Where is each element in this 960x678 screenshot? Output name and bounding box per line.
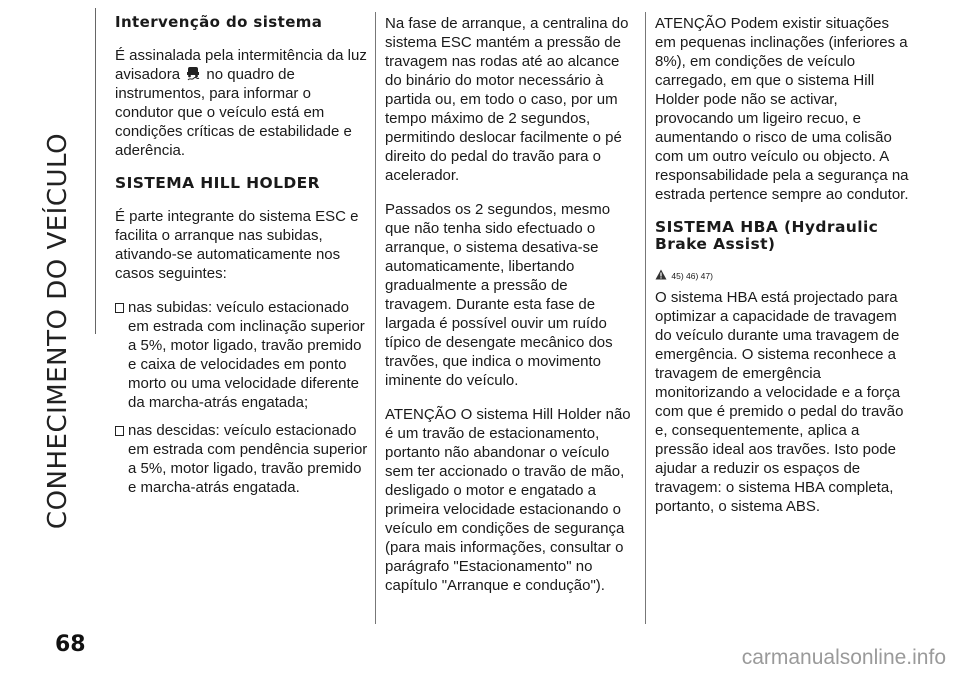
paragraph-hill-holder-intro: É parte integrante do sistema ESC e facilita o arranque nas subidas, ativando-se automaticamente nos casos seguintes:	[115, 208, 359, 282]
paragraph-warning-lamp: É assinalada pela intermitência da luz avisadora no quadro de instrumentos, para informar o condutor que o veículo está em condições críticas de estabilidade e aderência.	[115, 47, 367, 159]
warning-references: 45) 46) 47)	[655, 268, 910, 284]
list-item: nas descidas: veículo estacionado em estrada com pendência superior a 5%, motor ligado, travão premido e marcha-atrás engatada.	[115, 421, 370, 497]
list-item: nas subidas: veículo estacionado em estrada com inclinação superior a 5%, motor ligado, travão premido e caixa de velocidades em ponto morto ou uma velocidade diferente da marcha-atrás engatada;	[115, 298, 370, 412]
bullet-list	[115, 298, 370, 497]
column-divider-2	[645, 12, 646, 624]
paragraph-release: Passados os 2 segundos, mesmo que não tenha sido efectuado o arranque, o sistema desativa-se automaticamente, libertando gradualmente a pressão de travagem. Durante esta fase de largada é possível ouvir um ruído típico de desengate mecânico dos travões, que indica o movimento iminente do veículo.	[385, 201, 613, 389]
warning-triangle-icon	[655, 269, 667, 280]
paragraph-hba-description: O sistema HBA está projectado para optimizar a capacidade de travagem do veículo durante uma travagem de emergência. O sistema reconhece a travagem de emergência monitorizando a velocidade e a força com que é premido o pedal do travão e, consequentemente, aplica a pressão ideal aos travões. Isto pode ajudar a reduzir os espaços de travagem: o sistema HBA completa, portanto, o sistema ABS.	[655, 289, 904, 515]
page-number: 68	[55, 632, 86, 657]
checkbox-bullet-icon	[115, 303, 124, 313]
column-2	[385, 14, 637, 610]
sidebar-divider	[95, 8, 96, 334]
paragraph-attention-slopes: ATENÇÃO Podem existir situações em pequenas inclinações (inferiores a 8%), em condições de veículo carregado, em que o sistema Hill Holder pode não se activar, provocando um ligeiro recuo, e aumentando o risco de uma colisão com um outro veículo ou objecto. A responsabilidade pela a segurança na estrada pertence sempre ao condutor.	[655, 15, 909, 203]
section-title: CONHECIMENTO DO VEÍCULO	[43, 132, 73, 530]
esc-skid-warning-lamp-icon	[185, 66, 201, 81]
heading-hill-holder: SISTEMA HILL HOLDER	[115, 174, 320, 192]
column-3	[655, 14, 910, 531]
paragraph-attention-parking: ATENÇÃO O sistema Hill Holder não é um travão de estacionamento, portanto não abandonar o veículo sem ter accionado o travão de mão, desligado o motor e engatado a primeira velocidade estacionando o veículo em condições de segurança (para mais informações, consultar o parágrafo "Estacionamento" no capítulo "Arranque e condução").	[385, 406, 631, 594]
heading-hba: SISTEMA HBA (Hydraulic Brake Assist)	[655, 218, 879, 253]
heading-system-intervention: Intervenção do sistema	[115, 13, 323, 31]
paragraph-start-phase: Na fase de arranque, a centralina do sistema ESC mantém a pressão de travagem nas rodas até ao alcance do binário do motor necessário à partida ou, em todo o caso, por um tempo máximo de 2 segundos, permitindo deslocar facilmente o pé direito do pedal do travão para o acelerador.	[385, 15, 629, 184]
column-divider-1	[375, 12, 376, 624]
watermark: carmanualsonline.info	[741, 646, 946, 669]
checkbox-bullet-icon	[115, 426, 124, 436]
column-1	[115, 14, 370, 506]
